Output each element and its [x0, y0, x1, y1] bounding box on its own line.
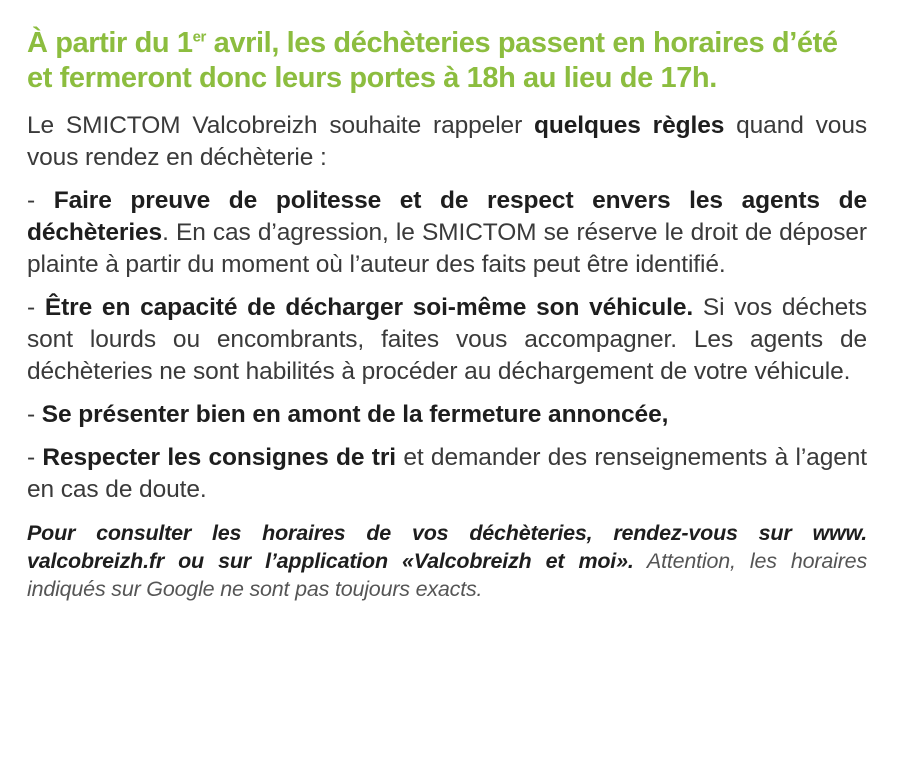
- headline-part-1: À partir du 1: [27, 27, 193, 59]
- footer-bold: Pour consulter les horaires de vos déchèteries, rendez-vous sur www. valcobreizh.fr ou sur l’application «Valcobreizh et moi».: [27, 521, 867, 573]
- rule-prefix: -: [27, 294, 45, 321]
- rule-bold: Faire preuve de politesse et de respect envers les agents de déchèteries: [27, 187, 867, 246]
- rule-text: . En cas d’agression, le SMICTOM se réserve le droit de déposer plainte à partir du moment où l’auteur des faits peut être identifié.: [27, 219, 867, 278]
- rule-bold: Être en capacité de décharger soi-même son véhicule.: [44, 294, 694, 321]
- rule-arrival: [27, 399, 867, 431]
- rule-text: et demander des renseignements à l’agent en cas de doute.: [27, 444, 867, 503]
- footer-note: [27, 519, 867, 603]
- footer-text: Attention, les horaires indiqués sur Google ne sont pas toujours exacts.: [27, 549, 867, 601]
- rule-bold: Respecter les consignes de tri: [42, 444, 396, 471]
- rule-prefix: -: [27, 401, 42, 428]
- rule-prefix: -: [27, 187, 54, 214]
- rule-sorting: [27, 442, 867, 506]
- headline-superscript: er: [192, 28, 206, 46]
- rule-prefix: -: [27, 444, 43, 471]
- intro-paragraph: [27, 110, 867, 174]
- rule-bold: Se présenter bien en amont de la fermeture annoncée,: [41, 401, 669, 428]
- notice: [27, 26, 867, 603]
- rule-text: Si vos déchets sont lourds ou encombrants, faites vous accompagner. Les agents de déchèteries ne sont habilités à procéder au déchargement de votre véhicule.: [27, 294, 867, 385]
- intro-text: Le SMICTOM Valcobreizh souhaite rappeler: [27, 112, 535, 139]
- rule-politeness: [27, 185, 867, 281]
- intro-bold: quelques règles: [534, 112, 725, 139]
- rule-unloading: [27, 292, 867, 388]
- intro-text-2: quand vous vous rendez en déchèterie :: [27, 112, 867, 171]
- headline-part-2: avril, les déchèteries passent en horaires d’été et fermeront donc leurs portes à 18h au lieu de 17h.: [27, 27, 838, 94]
- headline: [27, 26, 867, 96]
